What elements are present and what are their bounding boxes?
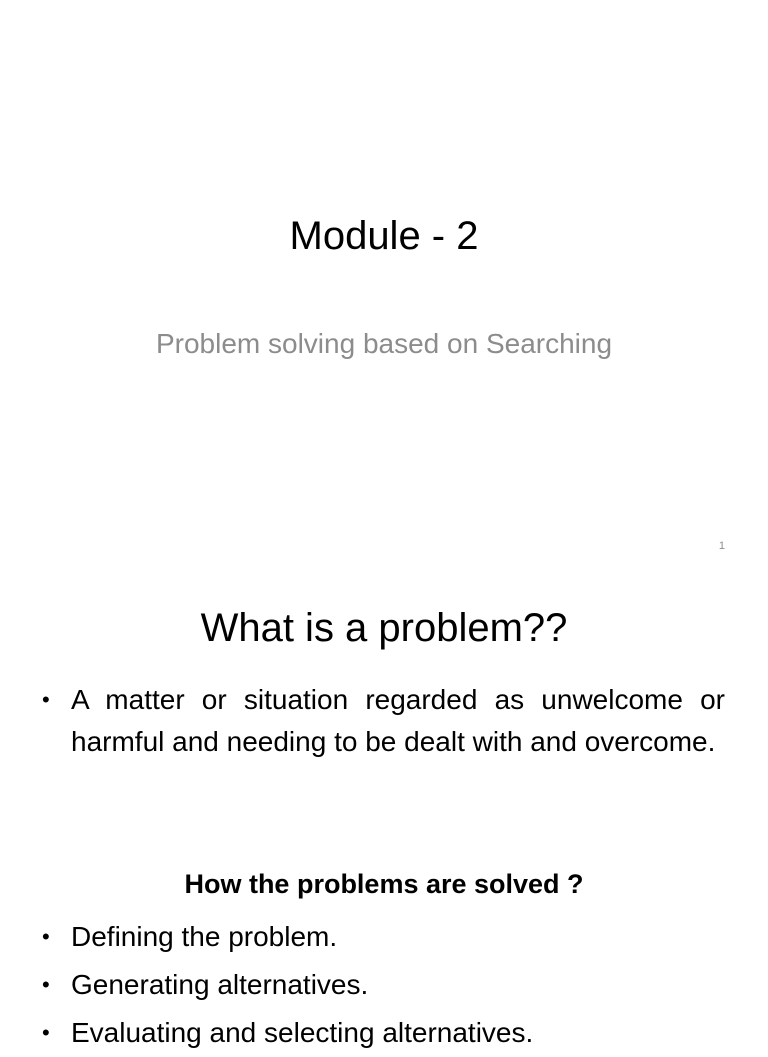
bullet-icon: • [42, 1020, 50, 1045]
slide-2 [0, 576, 768, 1048]
steps-list [42, 913, 725, 1057]
slide-subtitle: Problem solving based on Searching [155, 328, 613, 359]
slide-page-number: 1 [718, 540, 725, 552]
list-item [42, 913, 725, 961]
bullet-icon: • [42, 972, 50, 997]
definition-list [42, 679, 725, 763]
step-text: Defining the problem. [71, 921, 338, 952]
bullet-icon: • [42, 924, 50, 949]
definition-text: A matter or situation regarded as unwelcome or harmful and needing to be dealt with and overcome. [71, 684, 725, 757]
list-item [42, 961, 725, 1009]
slide-title: Module - 2 [289, 214, 479, 258]
bullet-icon: • [42, 687, 50, 712]
list-item [42, 679, 725, 763]
slide-title: What is a problem?? [200, 606, 568, 650]
section-heading: How the problems are solved ? [184, 869, 584, 899]
step-text: Evaluating and selecting alternatives. [71, 1017, 534, 1048]
list-item [42, 1009, 725, 1057]
step-text: Generating alternatives. [71, 969, 369, 1000]
